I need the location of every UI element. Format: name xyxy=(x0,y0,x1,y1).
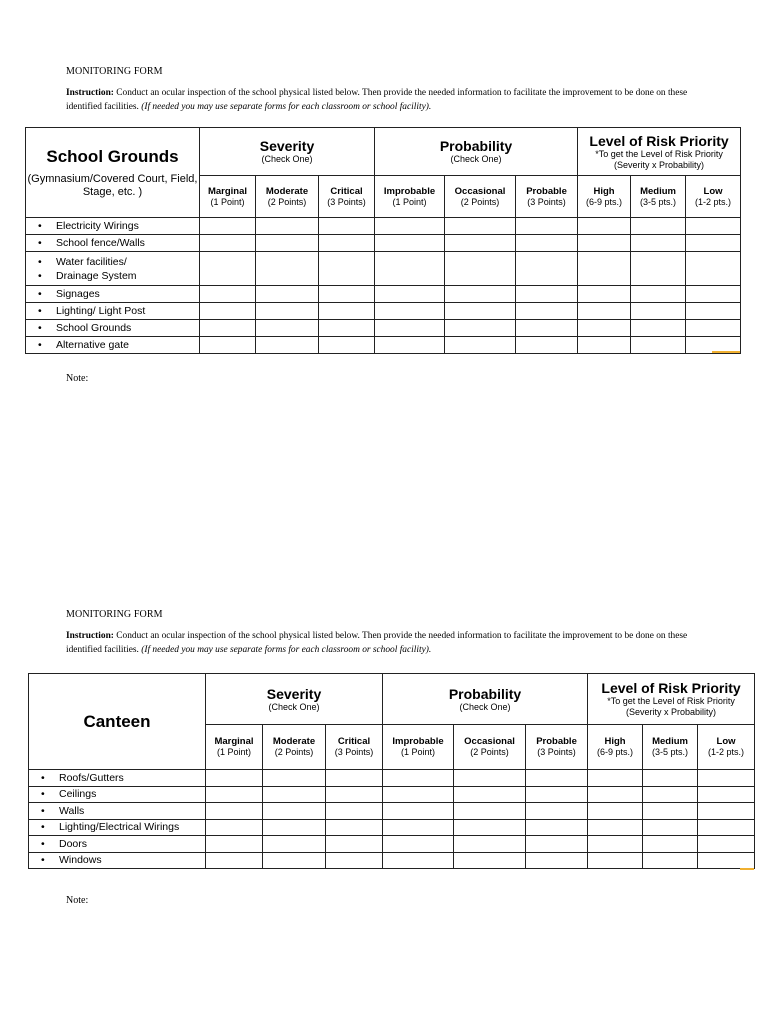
check-cell-medium[interactable] xyxy=(631,252,686,286)
facility-item-text: Signages xyxy=(56,288,100,300)
check-cell-marginal[interactable] xyxy=(200,337,256,354)
column-points: (1 Point) xyxy=(401,747,436,757)
check-cell-critical[interactable] xyxy=(326,770,383,787)
bullet-icon: • xyxy=(41,821,45,834)
highlight-mark xyxy=(740,868,754,870)
check-cell-medium[interactable] xyxy=(643,803,698,820)
check-cell-marginal[interactable] xyxy=(206,803,263,820)
check-cell-marginal[interactable] xyxy=(206,852,263,869)
column-header-high xyxy=(588,725,643,770)
check-cell-medium[interactable] xyxy=(631,286,686,303)
check-cell-critical[interactable] xyxy=(326,852,383,869)
column-points: (6-9 pts.) xyxy=(586,196,623,207)
facility-item-text: Walls xyxy=(59,804,85,817)
bullet-icon: • xyxy=(41,837,45,850)
column-header-marginal xyxy=(200,176,256,218)
column-points: (1 Point) xyxy=(216,747,251,757)
check-cell-improbable[interactable] xyxy=(383,819,454,836)
facility-item-text: Water facilities/ xyxy=(56,255,127,268)
facility-header xyxy=(26,128,200,218)
column-label: Low xyxy=(703,185,723,197)
check-cell-moderate[interactable] xyxy=(256,252,319,286)
form-title: MONITORING FORM xyxy=(66,609,163,620)
table-row xyxy=(26,320,741,337)
check-cell-improbable[interactable] xyxy=(375,252,445,286)
check-cell-medium[interactable] xyxy=(643,786,698,803)
column-points: (1-2 pts.) xyxy=(695,196,732,207)
check-cell-high[interactable] xyxy=(588,819,643,836)
check-cell-low[interactable] xyxy=(686,235,741,252)
column-header-medium xyxy=(631,176,686,218)
check-cell-low[interactable] xyxy=(698,770,755,787)
check-cell-occasional[interactable] xyxy=(454,836,526,853)
column-label: Occasional xyxy=(464,736,515,747)
check-cell-probable[interactable] xyxy=(526,852,588,869)
severity-title: Severity xyxy=(259,138,315,154)
facility-item-line xyxy=(38,269,199,283)
column-label: Medium xyxy=(652,736,688,747)
bullet-icon: • xyxy=(38,339,42,351)
check-cell-low[interactable] xyxy=(698,836,755,853)
facility-item-text: Lighting/Electrical Wirings xyxy=(59,821,180,834)
probability-header xyxy=(383,674,588,725)
column-header-marginal xyxy=(206,725,263,770)
facility-item-text: Lighting/ Light Post xyxy=(56,305,146,317)
check-cell-critical[interactable] xyxy=(319,337,375,354)
check-cell-critical[interactable] xyxy=(326,803,383,820)
facility-item-line xyxy=(41,804,205,818)
instruction-label: Instruction: xyxy=(66,88,114,98)
check-cell-probable[interactable] xyxy=(516,218,578,235)
check-cell-high[interactable] xyxy=(578,252,631,286)
facility-item-line xyxy=(38,338,199,352)
facility-item-text: Electricity Wirings xyxy=(56,220,139,232)
check-cell-high[interactable] xyxy=(578,303,631,320)
table-row xyxy=(26,286,741,303)
facility-item-line xyxy=(41,853,205,867)
facility-item-line xyxy=(41,771,205,785)
check-cell-occasional[interactable] xyxy=(445,303,516,320)
instruction-text: Conduct an ocular inspection of the school physical listed below. Then provide the needed information to facilitate the improvement to be done on these identified facilities. xyxy=(66,88,688,112)
facility-item-text: Alternative gate xyxy=(56,339,129,351)
column-label: Low xyxy=(716,736,736,747)
check-cell-high[interactable] xyxy=(578,337,631,354)
column-header-improbable xyxy=(383,725,454,770)
severity-header xyxy=(206,674,383,725)
bullet-icon: • xyxy=(38,255,42,268)
check-cell-low[interactable] xyxy=(686,218,741,235)
check-cell-high[interactable] xyxy=(588,803,643,820)
check-cell-marginal[interactable] xyxy=(200,320,256,337)
check-cell-low[interactable] xyxy=(698,803,755,820)
instruction xyxy=(66,86,706,114)
check-cell-improbable[interactable] xyxy=(375,286,445,303)
instruction-text: Conduct an ocular inspection of the school physical listed below. Then provide the needed information to facilitate the improvement to be done on these identified facilities. xyxy=(66,631,688,655)
check-cell-high[interactable] xyxy=(588,770,643,787)
column-points: (1-2 pts.) xyxy=(708,747,745,757)
check-cell-medium[interactable] xyxy=(631,320,686,337)
facility-item xyxy=(26,286,200,303)
check-cell-medium[interactable] xyxy=(643,852,698,869)
table-row xyxy=(26,337,741,354)
check-cell-low[interactable] xyxy=(698,786,755,803)
instruction-label: Instruction: xyxy=(66,631,114,641)
facility-item xyxy=(29,819,206,836)
column-label: Critical xyxy=(330,185,363,197)
severity-title: Severity xyxy=(266,685,322,702)
column-label: Marginal xyxy=(214,736,254,747)
check-cell-occasional[interactable] xyxy=(454,803,526,820)
check-cell-probable[interactable] xyxy=(526,836,588,853)
check-cell-moderate[interactable] xyxy=(263,786,326,803)
bullet-icon: • xyxy=(38,220,42,232)
instruction-note: (If needed you may use separate forms for each classroom or school facility). xyxy=(141,102,432,112)
check-cell-medium[interactable] xyxy=(643,770,698,787)
check-cell-low[interactable] xyxy=(686,286,741,303)
bullet-icon: • xyxy=(41,804,45,817)
column-header-occasional xyxy=(445,176,516,218)
inspection-table xyxy=(25,127,741,354)
column-label: Moderate xyxy=(272,736,316,747)
facility-item-text: Ceilings xyxy=(59,788,97,801)
column-points: (3-5 pts.) xyxy=(652,747,689,757)
check-cell-improbable[interactable] xyxy=(375,320,445,337)
check-cell-occasional[interactable] xyxy=(454,786,526,803)
instruction-note: (If needed you may use separate forms for each classroom or school facility). xyxy=(141,645,432,655)
check-cell-marginal[interactable] xyxy=(206,786,263,803)
check-cell-moderate[interactable] xyxy=(263,803,326,820)
column-header-low xyxy=(698,725,755,770)
bullet-icon: • xyxy=(38,269,42,282)
facility-header xyxy=(29,674,206,770)
bullet-icon: • xyxy=(38,305,42,317)
check-cell-occasional[interactable] xyxy=(445,320,516,337)
table-row xyxy=(29,786,755,803)
facility-item-text: Drainage System xyxy=(56,269,137,282)
inspection-table xyxy=(28,673,755,869)
instruction xyxy=(66,629,706,657)
check-cell-probable[interactable] xyxy=(526,819,588,836)
facility-item-line xyxy=(38,287,199,301)
facility-item-line xyxy=(41,837,205,851)
column-header-probable xyxy=(516,176,578,218)
check-cell-occasional[interactable] xyxy=(454,770,526,787)
check-cell-medium[interactable] xyxy=(643,819,698,836)
check-cell-occasional[interactable] xyxy=(445,218,516,235)
table-row xyxy=(26,235,741,252)
column-header-medium xyxy=(643,725,698,770)
column-label: Improbable xyxy=(392,736,444,747)
check-cell-critical[interactable] xyxy=(319,235,375,252)
check-cell-occasional[interactable] xyxy=(445,252,516,286)
table-row xyxy=(29,770,755,787)
risk-priority-title: Level of Risk Priority xyxy=(589,132,729,149)
check-cell-probable[interactable] xyxy=(516,303,578,320)
column-label: Occasional xyxy=(454,185,506,197)
check-cell-high[interactable] xyxy=(578,235,631,252)
column-header-improbable xyxy=(375,176,445,218)
check-cell-improbable[interactable] xyxy=(383,852,454,869)
check-cell-occasional[interactable] xyxy=(454,852,526,869)
column-label: Critical xyxy=(337,736,371,747)
check-cell-occasional[interactable] xyxy=(445,286,516,303)
risk-priority-title: Level of Risk Priority xyxy=(601,680,741,696)
check-cell-critical[interactable] xyxy=(319,303,375,320)
check-cell-moderate[interactable] xyxy=(256,337,319,354)
bullet-icon: • xyxy=(41,771,45,784)
facility-item xyxy=(29,836,206,853)
facility-item-line xyxy=(38,304,199,318)
check-cell-medium[interactable] xyxy=(631,303,686,320)
note-label: Note: xyxy=(66,895,89,906)
severity-sub: (Check One) xyxy=(268,701,320,712)
highlight-mark xyxy=(712,351,740,353)
form-title: MONITORING FORM xyxy=(66,66,163,77)
column-label: Medium xyxy=(640,185,676,197)
column-label: High xyxy=(604,736,626,747)
facility-item-line xyxy=(38,219,199,233)
facility-item xyxy=(29,770,206,787)
risk-priority-formula: (Severity x Probability) xyxy=(626,707,717,717)
check-cell-marginal[interactable] xyxy=(206,836,263,853)
facility-item xyxy=(26,320,200,337)
check-cell-probable[interactable] xyxy=(516,235,578,252)
column-points: (3 Points) xyxy=(334,747,374,757)
check-cell-marginal[interactable] xyxy=(200,235,256,252)
table-row xyxy=(29,852,755,869)
column-header-low xyxy=(686,176,741,218)
facility-item xyxy=(29,852,206,869)
check-cell-marginal[interactable] xyxy=(200,252,256,286)
facility-item-text: School fence/Walls xyxy=(56,237,145,249)
column-label: Marginal xyxy=(207,185,248,197)
column-label: Probable xyxy=(536,736,577,747)
check-cell-low[interactable] xyxy=(686,303,741,320)
facility-item xyxy=(26,337,200,354)
check-cell-moderate[interactable] xyxy=(256,320,319,337)
facility-item xyxy=(29,786,206,803)
column-label: Probable xyxy=(526,185,567,197)
risk-priority-formula: (Severity x Probability) xyxy=(614,159,705,170)
column-points: (2 Points) xyxy=(470,747,509,757)
bullet-icon: • xyxy=(41,788,45,801)
check-cell-improbable[interactable] xyxy=(375,337,445,354)
risk-priority-header xyxy=(588,674,755,725)
check-cell-marginal[interactable] xyxy=(200,303,256,320)
check-cell-low[interactable] xyxy=(686,320,741,337)
note-label: Note: xyxy=(66,373,89,384)
check-cell-low[interactable] xyxy=(698,819,755,836)
column-points: (2 Points) xyxy=(460,196,500,207)
column-label: High xyxy=(593,185,615,197)
check-cell-marginal[interactable] xyxy=(200,286,256,303)
check-cell-marginal[interactable] xyxy=(206,770,263,787)
check-cell-improbable[interactable] xyxy=(383,803,454,820)
column-header-occasional xyxy=(454,725,526,770)
check-cell-probable[interactable] xyxy=(516,337,578,354)
facility-title: Canteen xyxy=(83,711,151,731)
check-cell-occasional[interactable] xyxy=(445,337,516,354)
check-cell-medium[interactable] xyxy=(643,836,698,853)
check-cell-moderate[interactable] xyxy=(263,836,326,853)
column-label: Improbable xyxy=(383,185,436,197)
column-points: (3-5 pts.) xyxy=(640,196,677,207)
check-cell-marginal[interactable] xyxy=(206,819,263,836)
facility-item xyxy=(26,303,200,320)
check-cell-improbable[interactable] xyxy=(383,836,454,853)
check-cell-improbable[interactable] xyxy=(375,303,445,320)
column-points: (3 Points) xyxy=(327,196,366,207)
column-points: (1 Point) xyxy=(210,196,245,207)
table-row xyxy=(26,218,741,235)
check-cell-moderate[interactable] xyxy=(256,286,319,303)
table-row xyxy=(26,252,741,286)
column-points: (3 Points) xyxy=(537,747,576,757)
check-cell-critical[interactable] xyxy=(319,252,375,286)
column-header-moderate xyxy=(256,176,319,218)
facility-item-text: Doors xyxy=(59,837,88,850)
facility-item-text: Windows xyxy=(59,854,102,867)
probability-sub: (Check One) xyxy=(459,701,511,712)
facility-item xyxy=(26,252,200,286)
facility-item-line xyxy=(41,820,205,834)
probability-sub: (Check One) xyxy=(450,154,502,164)
check-cell-occasional[interactable] xyxy=(454,819,526,836)
check-cell-medium[interactable] xyxy=(631,235,686,252)
check-cell-critical[interactable] xyxy=(326,786,383,803)
risk-priority-header xyxy=(578,128,741,176)
check-cell-critical[interactable] xyxy=(326,836,383,853)
facility-subtitle: (Gymnasium/Covered Court, Field, Stage, etc. ) xyxy=(27,172,198,198)
check-cell-probable[interactable] xyxy=(526,803,588,820)
bullet-icon: • xyxy=(38,288,42,300)
facility-item xyxy=(26,218,200,235)
table-row xyxy=(29,836,755,853)
check-cell-critical[interactable] xyxy=(319,218,375,235)
column-header-moderate xyxy=(263,725,326,770)
risk-priority-sub: *To get the Level of Risk Priority xyxy=(595,148,723,159)
column-points: (6-9 pts.) xyxy=(597,747,634,757)
check-cell-moderate[interactable] xyxy=(263,852,326,869)
severity-sub: (Check One) xyxy=(261,154,313,164)
facility-item-line xyxy=(38,255,199,269)
check-cell-moderate[interactable] xyxy=(256,235,319,252)
check-cell-improbable[interactable] xyxy=(375,218,445,235)
facility-item xyxy=(26,235,200,252)
column-points: (2 Points) xyxy=(267,196,307,207)
table-row xyxy=(29,803,755,820)
table-row xyxy=(29,819,755,836)
check-cell-critical[interactable] xyxy=(319,320,375,337)
check-cell-medium[interactable] xyxy=(631,337,686,354)
bullet-icon: • xyxy=(38,237,42,249)
column-points: (1 Point) xyxy=(392,196,427,207)
severity-header xyxy=(200,128,375,176)
check-cell-moderate[interactable] xyxy=(256,218,319,235)
check-cell-occasional[interactable] xyxy=(445,235,516,252)
check-cell-probable[interactable] xyxy=(526,770,588,787)
bullet-icon: • xyxy=(41,854,45,867)
check-cell-high[interactable] xyxy=(578,286,631,303)
column-points: (3 Points) xyxy=(527,196,566,207)
check-cell-high[interactable] xyxy=(588,852,643,869)
check-cell-critical[interactable] xyxy=(326,819,383,836)
check-cell-low[interactable] xyxy=(686,252,741,286)
facility-item-text: School Grounds xyxy=(56,322,132,334)
check-cell-improbable[interactable] xyxy=(383,786,454,803)
column-points: (2 Points) xyxy=(274,747,314,757)
column-label: Moderate xyxy=(265,185,309,197)
check-cell-probable[interactable] xyxy=(516,320,578,337)
check-cell-high[interactable] xyxy=(588,786,643,803)
facility-item-line xyxy=(38,321,199,335)
check-cell-high[interactable] xyxy=(578,320,631,337)
facility-item-line xyxy=(38,236,199,250)
check-cell-moderate[interactable] xyxy=(263,770,326,787)
check-cell-critical[interactable] xyxy=(319,286,375,303)
check-cell-probable[interactable] xyxy=(526,786,588,803)
probability-title: Probability xyxy=(448,685,522,702)
probability-title: Probability xyxy=(439,138,513,154)
column-header-high xyxy=(578,176,631,218)
facility-item-text: Roofs/Gutters xyxy=(59,771,124,784)
check-cell-high[interactable] xyxy=(588,836,643,853)
risk-priority-sub: *To get the Level of Risk Priority xyxy=(607,696,735,706)
check-cell-moderate[interactable] xyxy=(256,303,319,320)
column-header-critical xyxy=(326,725,383,770)
check-cell-moderate[interactable] xyxy=(263,819,326,836)
bullet-icon: • xyxy=(38,322,42,334)
check-cell-medium[interactable] xyxy=(631,218,686,235)
check-cell-improbable[interactable] xyxy=(375,235,445,252)
table-row xyxy=(26,303,741,320)
probability-header xyxy=(375,128,578,176)
column-header-critical xyxy=(319,176,375,218)
check-cell-probable[interactable] xyxy=(516,252,578,286)
facility-item xyxy=(29,803,206,820)
check-cell-improbable[interactable] xyxy=(383,770,454,787)
check-cell-high[interactable] xyxy=(578,218,631,235)
column-header-probable xyxy=(526,725,588,770)
check-cell-low[interactable] xyxy=(698,852,755,869)
facility-item-line xyxy=(41,787,205,801)
facility-title: School Grounds xyxy=(46,146,179,166)
check-cell-probable[interactable] xyxy=(516,286,578,303)
check-cell-marginal[interactable] xyxy=(200,218,256,235)
